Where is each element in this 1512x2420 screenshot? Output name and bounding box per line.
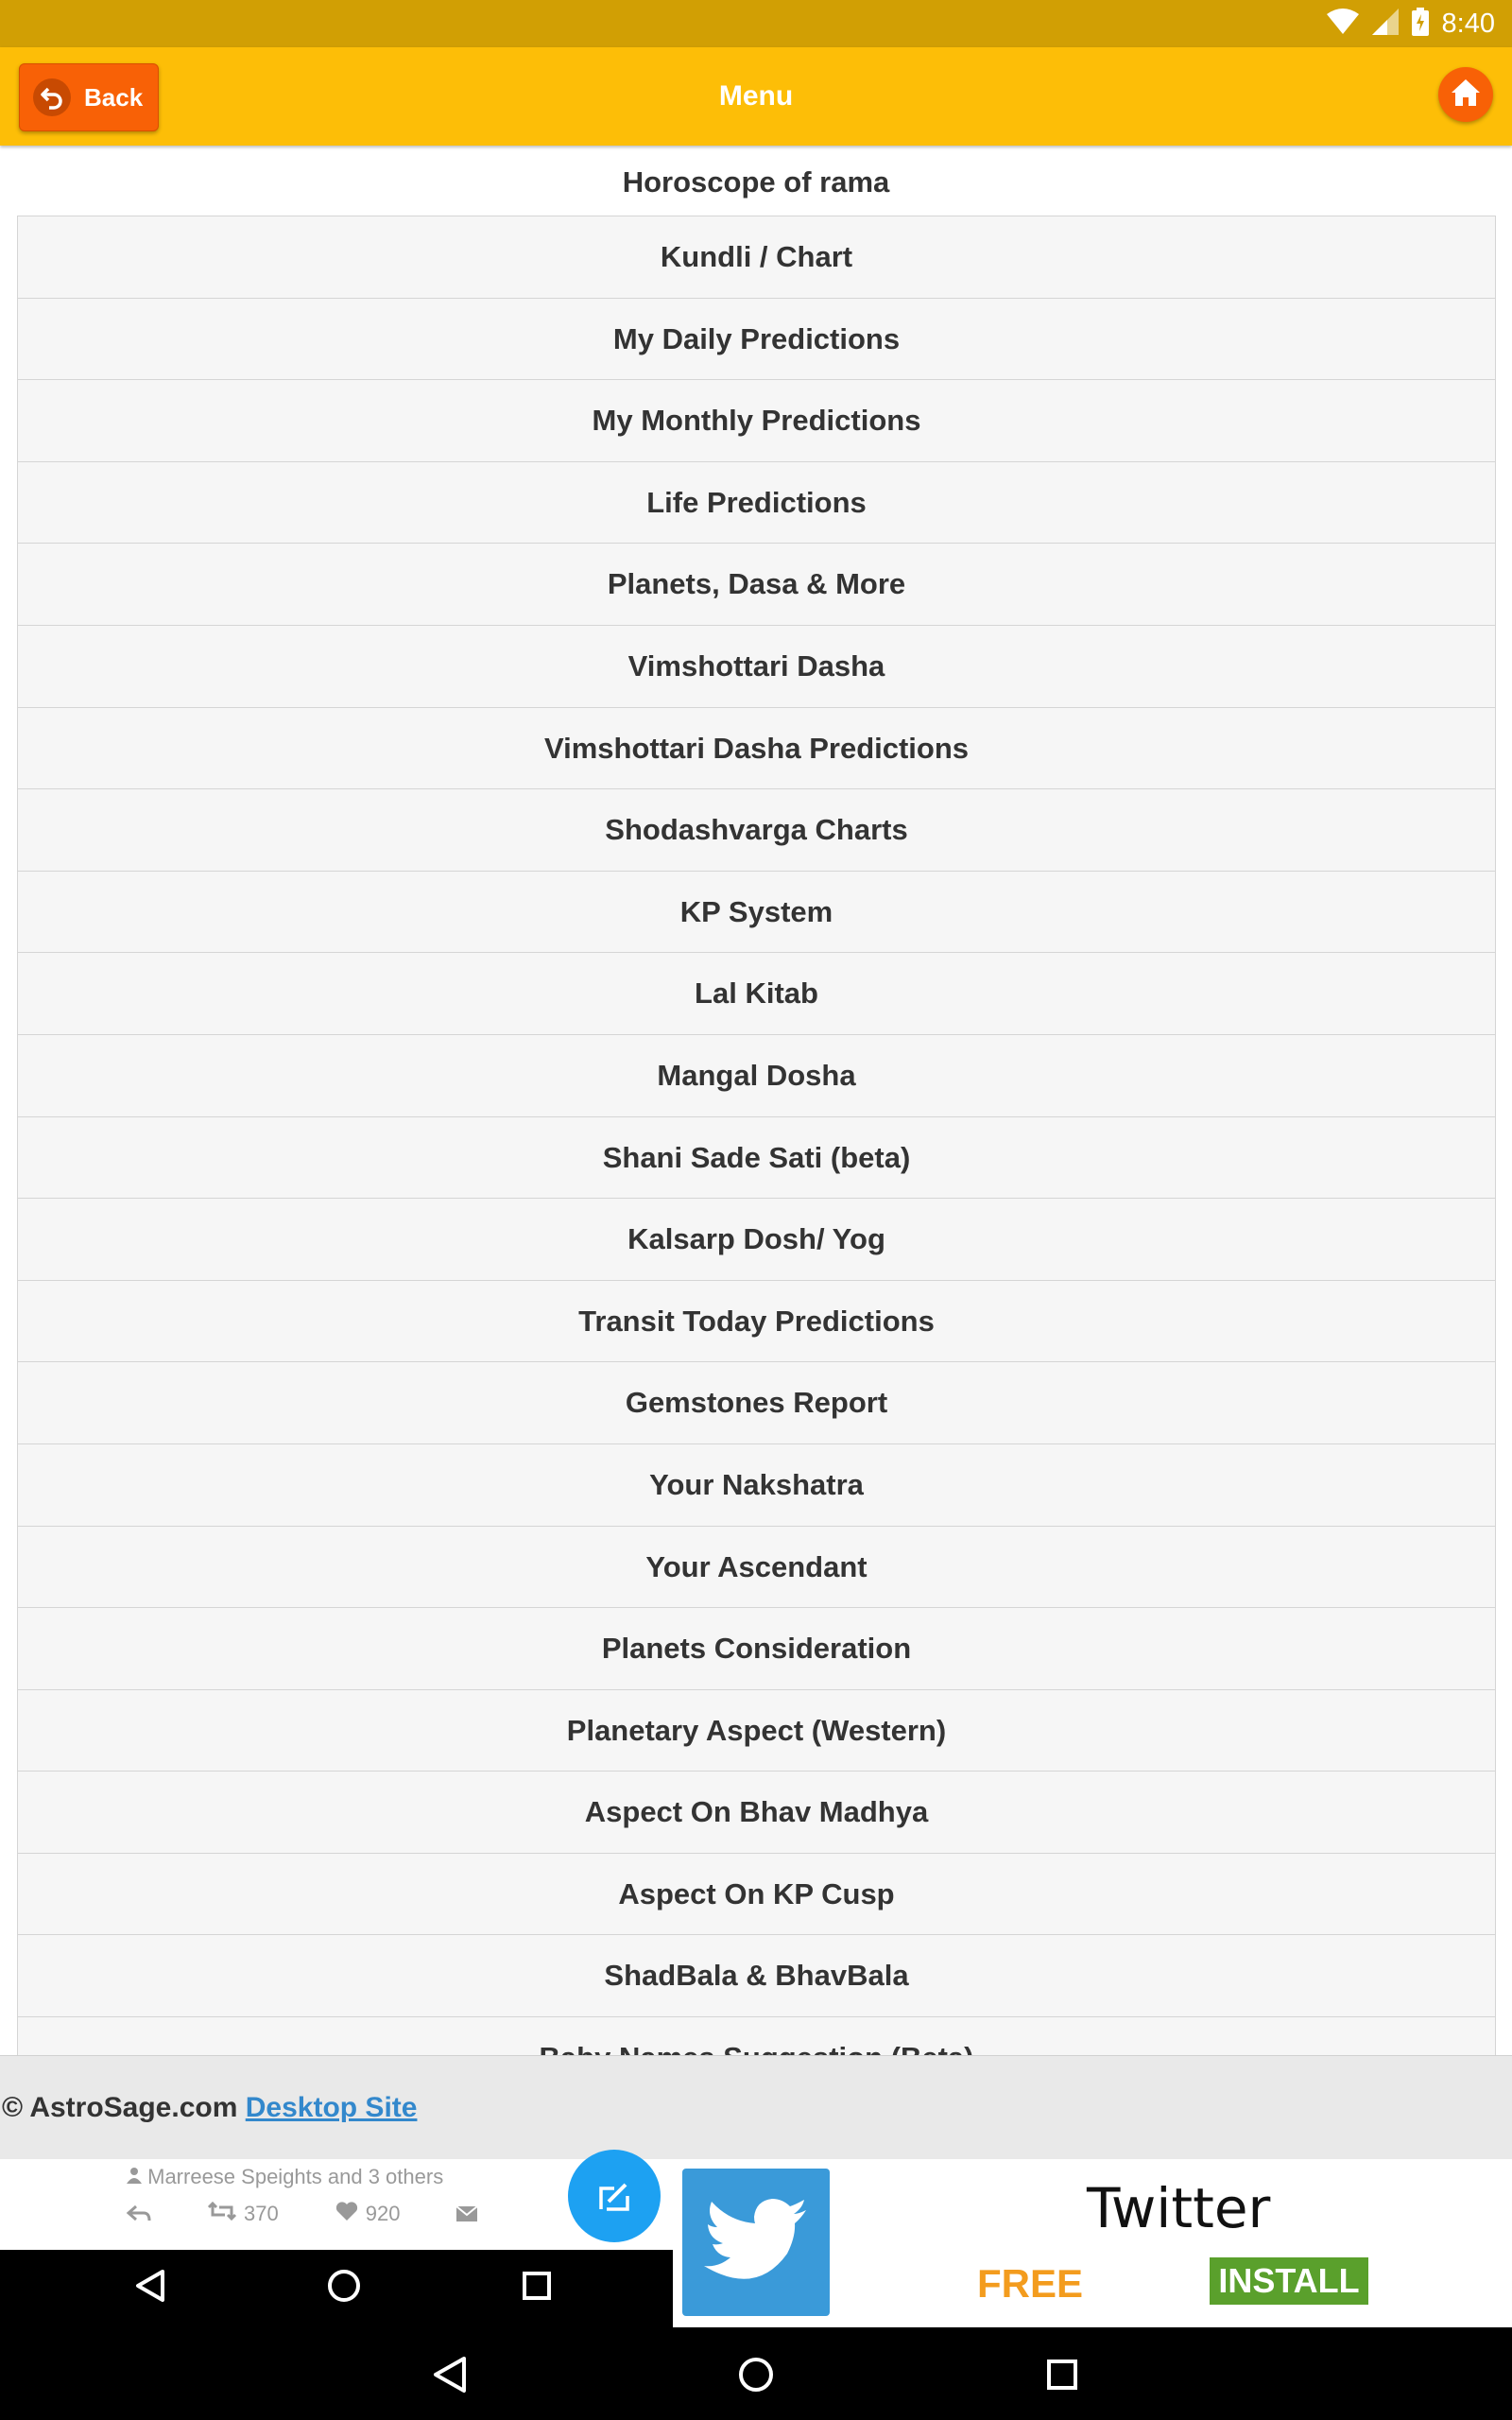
heart-icon [335, 2201, 358, 2227]
back-button[interactable] [19, 63, 159, 131]
app-bar [0, 47, 1512, 146]
ad-tweet-preview [0, 2159, 671, 2250]
nav-back-button[interactable] [425, 2350, 474, 2399]
menu-item-shodashvarga[interactable]: Shodashvarga Charts [18, 789, 1495, 872]
install-button[interactable]: INSTALL [1210, 2257, 1368, 2305]
ad-recents-icon [522, 2271, 552, 2306]
menu-item-shadbala[interactable]: ShadBala & BhavBala [18, 1935, 1495, 2017]
menu-item-vimshottari-predictions[interactable]: Vimshottari Dasha Predictions [18, 708, 1495, 790]
ad-phone-nav [0, 2250, 680, 2327]
menu-item-planets-dasa[interactable]: Planets, Dasa & More [18, 544, 1495, 626]
cell-signal-icon [1372, 9, 1399, 40]
tweet-meta-text: Marreese Speights and 3 others [147, 2165, 444, 2188]
nav-back-icon [431, 2355, 469, 2394]
compose-tweet-icon [568, 2150, 661, 2242]
status-icons [1327, 0, 1495, 47]
menu-item-vimshottari-dasha[interactable]: Vimshottari Dasha [18, 626, 1495, 708]
retweet-icon [208, 2202, 236, 2226]
menu-item-planets-consideration[interactable]: Planets Consideration [18, 1608, 1495, 1690]
status-bar [0, 0, 1512, 47]
wifi-icon [1327, 9, 1359, 40]
menu-item-life-predictions[interactable]: Life Predictions [18, 462, 1495, 544]
menu-item-planetary-aspect[interactable]: Planetary Aspect (Western) [18, 1690, 1495, 1772]
retweet-count [208, 2202, 279, 2226]
twitter-bird-icon [682, 2169, 830, 2316]
ad-back-icon [134, 2269, 166, 2308]
home-button[interactable] [1438, 67, 1493, 122]
mail-icon [456, 2206, 477, 2221]
nav-home-icon [737, 2356, 775, 2394]
menu-item-aspect-kp-cusp[interactable]: Aspect On KP Cusp [18, 1854, 1495, 1936]
retweet-value: 370 [244, 2202, 279, 2225]
menu-item-ascendant[interactable]: Your Ascendant [18, 1527, 1495, 1609]
nav-home-button[interactable] [731, 2350, 781, 2399]
menu-list [17, 216, 1496, 2100]
ad-home-icon [327, 2269, 361, 2308]
copyright-text: © AstroSage.com [2, 2092, 238, 2123]
menu-item-lal-kitab[interactable]: Lal Kitab [18, 953, 1495, 1035]
nav-recents-button[interactable] [1038, 2350, 1087, 2399]
clock: 8:40 [1441, 8, 1495, 39]
system-nav-bar [0, 2327, 1512, 2420]
menu-item-kp-system[interactable]: KP System [18, 872, 1495, 954]
content-area [0, 146, 1512, 2055]
person-icon [127, 2165, 147, 2188]
menu-item-kalsarp-dosh[interactable]: Kalsarp Dosh/ Yog [18, 1199, 1495, 1281]
tweet-actions [127, 2201, 534, 2227]
menu-item-mangal-dosha[interactable]: Mangal Dosha [18, 1035, 1495, 1117]
section-title: Horoscope of rama [622, 165, 890, 199]
menu-item-shani-sade-sati[interactable]: Shani Sade Sati (beta) [18, 1117, 1495, 1200]
menu-item-aspect-bhav-madhya[interactable]: Aspect On Bhav Madhya [18, 1772, 1495, 1854]
menu-item-transit-today[interactable]: Transit Today Predictions [18, 1281, 1495, 1363]
tweet-meta [127, 2165, 443, 2189]
menu-item-kundli-chart[interactable]: Kundli / Chart [18, 216, 1495, 299]
ad-card[interactable] [673, 2159, 1512, 2327]
menu-item-monthly-predictions[interactable]: My Monthly Predictions [18, 380, 1495, 462]
battery-icon [1412, 8, 1429, 41]
back-arrow-icon [33, 78, 71, 116]
footer-text [2, 2056, 417, 2160]
menu-item-daily-predictions[interactable]: My Daily Predictions [18, 299, 1495, 381]
home-icon [1451, 78, 1481, 112]
like-count [335, 2201, 401, 2227]
ad-banner[interactable] [0, 2159, 1512, 2327]
menu-item-gemstones[interactable]: Gemstones Report [18, 1362, 1495, 1444]
menu-item-nakshatra[interactable]: Your Nakshatra [18, 1444, 1495, 1527]
nav-recents-icon [1045, 2358, 1079, 2392]
back-button-label: Back [84, 82, 144, 112]
like-value: 920 [365, 2202, 401, 2225]
reply-icon [127, 2204, 151, 2223]
desktop-site-link[interactable]: Desktop Site [245, 2092, 418, 2123]
page-title: Menu [718, 80, 794, 112]
ad-price: FREE [977, 2261, 1084, 2306]
footer [0, 2055, 1512, 2160]
ad-app-name: Twitter [1087, 2176, 1271, 2240]
